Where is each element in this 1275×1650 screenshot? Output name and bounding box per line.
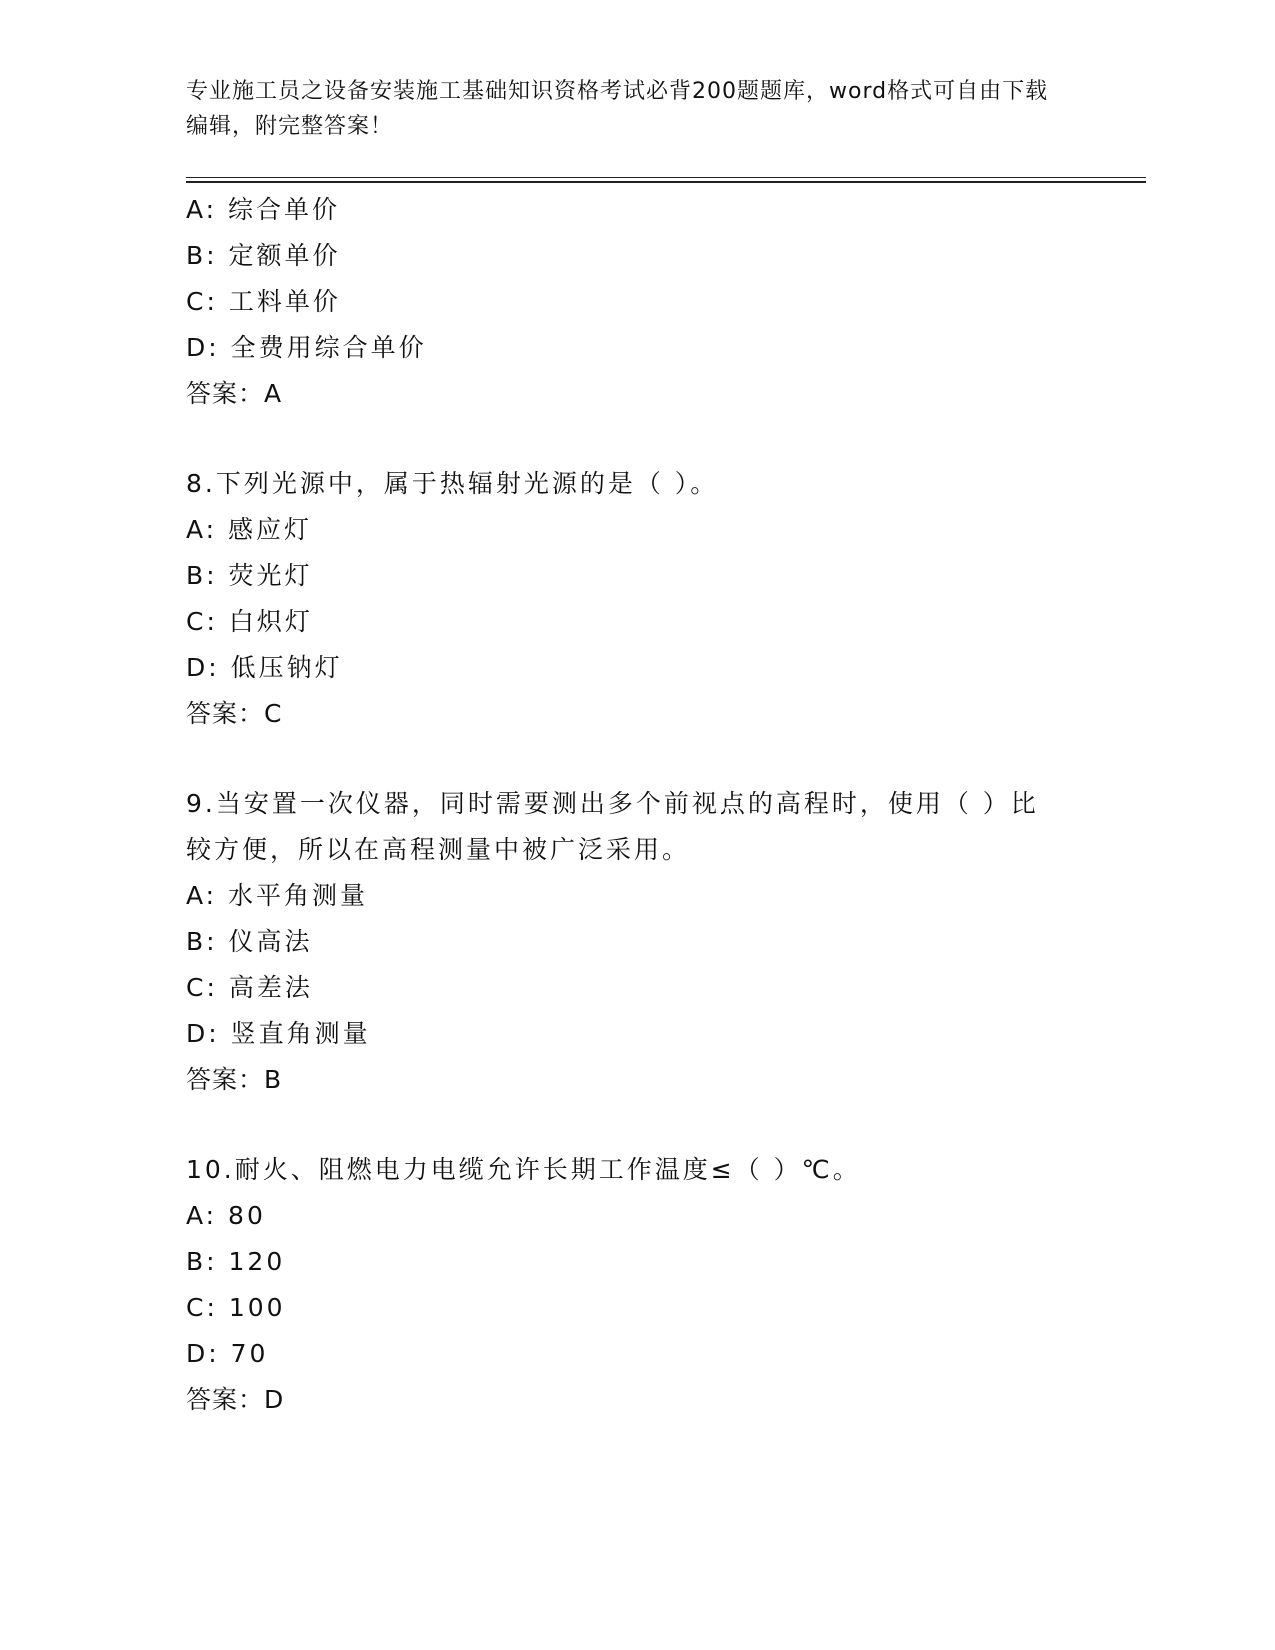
question-block-7	[186, 187, 1086, 417]
option-b: B: 仪高法	[186, 927, 313, 956]
answer-label: 答案：D	[186, 1385, 285, 1414]
question-stem: 8.下列光源中，属于热辐射光源的是（ ）。	[186, 469, 719, 498]
question-stem: 10.耐火、阻燃电力电缆允许长期工作温度≤（ ）℃。	[186, 1155, 861, 1184]
header-divider-thick	[186, 181, 1146, 183]
question-stem-line-1: 9.当安置一次仪器，同时需要测出多个前视点的高程时，使用（ ）比	[186, 789, 1039, 818]
option-b: B: 荧光灯	[186, 561, 313, 590]
question-stem-line-2: 较方便，所以在高程测量中被广泛采用。	[186, 835, 691, 864]
question-list	[186, 187, 1086, 1423]
option-a: A: 水平角测量	[186, 881, 369, 910]
option-d: D: 全费用综合单价	[186, 333, 427, 362]
option-d: D: 低压钠灯	[186, 653, 343, 682]
option-a: A: 综合单价	[186, 195, 341, 224]
question-block-9	[186, 781, 1086, 1103]
answer-label: 答案：B	[186, 1065, 283, 1094]
answer-label: 答案：A	[186, 379, 283, 408]
option-c: C: 高差法	[186, 973, 313, 1002]
question-block-8	[186, 461, 1086, 737]
header-divider	[186, 177, 1146, 178]
option-c: C: 工料单价	[186, 287, 341, 316]
question-block-10	[186, 1147, 1086, 1423]
option-d: D: 竖直角测量	[186, 1019, 371, 1048]
option-d: D: 70	[186, 1339, 269, 1368]
document-header: 专业施工员之设备安装施工基础知识资格考试必背200题题库，word格式可自由下载编辑，附完整答案！	[186, 79, 1049, 139]
option-b: B: 定额单价	[186, 241, 341, 270]
option-a: A: 感应灯	[186, 515, 313, 544]
option-c: C: 白炽灯	[186, 607, 313, 636]
option-c: C: 100	[186, 1293, 286, 1322]
answer-label: 答案：C	[186, 699, 283, 728]
option-a: A: 80	[186, 1201, 266, 1230]
option-b: B: 120	[186, 1247, 286, 1276]
